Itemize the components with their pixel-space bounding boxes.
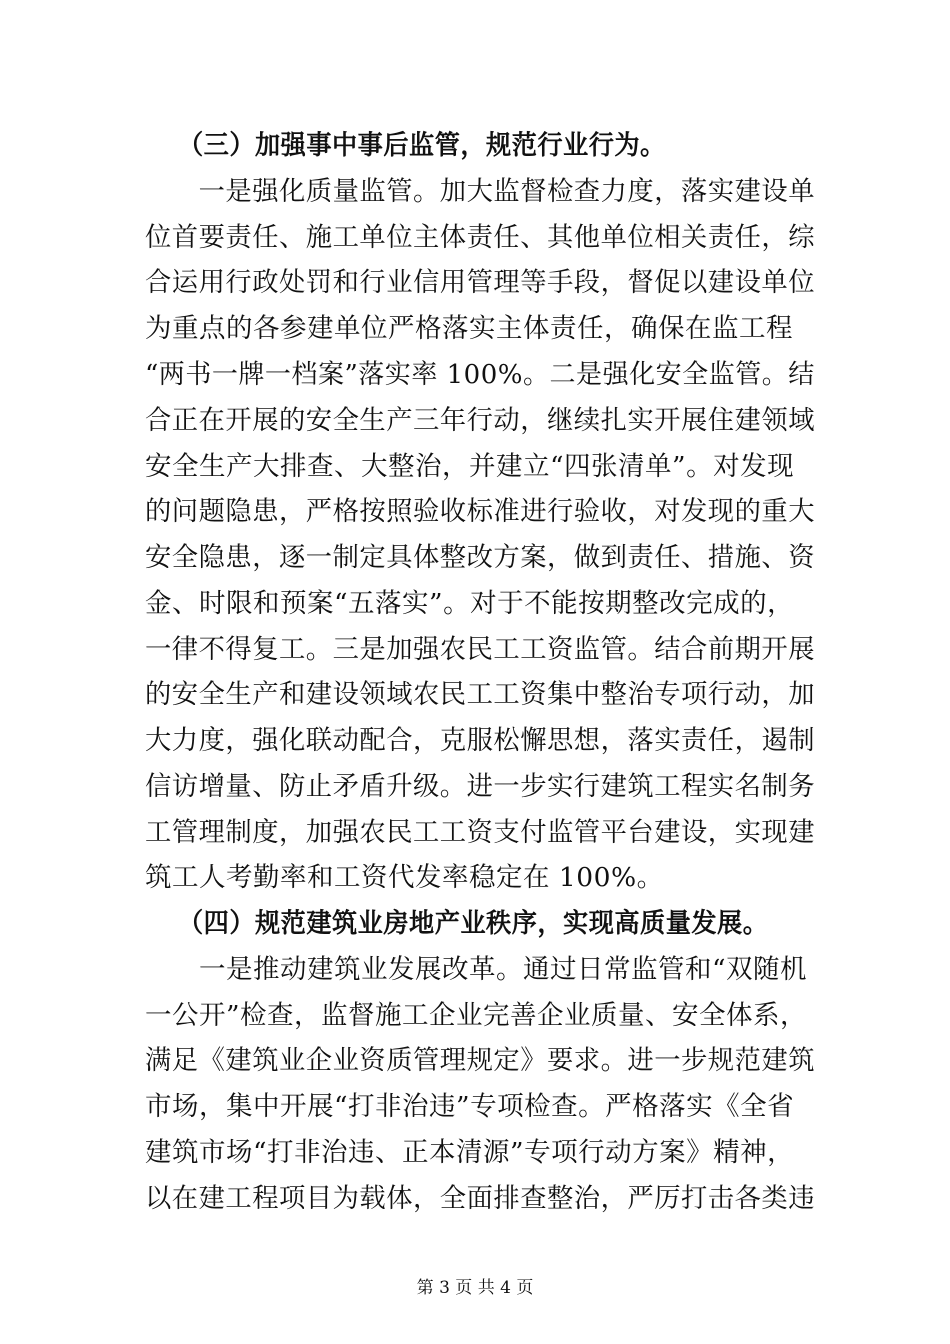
paragraph-line: 金、时限和预案“五落实”。对于不能按期整改完成的， (145, 588, 795, 619)
paragraph-line: “两书一牌一档案”落实率 100%。二是强化安全监管。结 (145, 359, 815, 390)
paragraph-line: 筑工人考勤率和工资代发率稳定在 100%。 (145, 862, 664, 893)
paragraph-line: 一公开”检查，监督施工企业完善企业质量、安全体系， (145, 1000, 808, 1031)
paragraph-line: 信访增量、防止矛盾升级。进一步实行建筑工程实名制务 (145, 771, 816, 802)
paragraph-line: 位首要责任、施工单位主体责任、其他单位相关责任，综 (145, 222, 816, 253)
paragraph-line: 合正在开展的安全生产三年行动，继续扎实开展住建领域 (145, 405, 816, 436)
paragraph-line: 建筑市场“打非治违、正本清源”专项行动方案》精神， (145, 1137, 795, 1168)
paragraph-line: 一是推动建筑业发展改革。通过日常监管和“双随机 (145, 954, 808, 985)
paragraph-line: 满足《建筑业企业资质管理规定》要求。进一步规范建筑 (145, 1045, 816, 1076)
paragraph-line: 的问题隐患，严格按照验收标准进行验收，对发现的重大 (145, 496, 816, 527)
paragraph-line: 合运用行政处罚和行业信用管理等手段，督促以建设单位 (145, 267, 816, 298)
paragraph-line: 一律不得复工。三是加强农民工工资监管。结合前期开展 (145, 634, 816, 665)
section-heading: （四）规范建筑业房地产业秩序，实现高质量发展。 (178, 908, 769, 939)
page-footer: 第 3 页 共 4 页 (416, 1278, 534, 1298)
paragraph-line: 的安全生产和建设领域农民工工资集中整治专项行动，加 (145, 679, 816, 710)
paragraph-line: 大力度，强化联动配合，克服松懈思想，落实责任，遏制 (145, 725, 816, 756)
paragraph-line: 安全生产大排查、大整治，并建立“四张清单”。对发现 (145, 451, 795, 482)
paragraph-line: 安全隐患，逐一制定具体整改方案，做到责任、措施、资 (145, 542, 816, 573)
section-heading: （三）加强事中事后监管，规范行业行为。 (178, 130, 666, 161)
paragraph-line: 一是强化质量监管。加大监督检查力度，落实建设单 (145, 176, 816, 207)
paragraph-line: 市场，集中开展“打非治违”专项检查。严格落实《全省 (145, 1091, 795, 1122)
paragraph-line: 工管理制度，加强农民工工资支付监管平台建设，实现建 (145, 817, 816, 848)
paragraph-line: 为重点的各参建单位严格落实主体责任，确保在监工程 (145, 313, 793, 344)
paragraph-line: 以在建工程项目为载体，全面排查整治，严厉打击各类违 (145, 1183, 816, 1214)
